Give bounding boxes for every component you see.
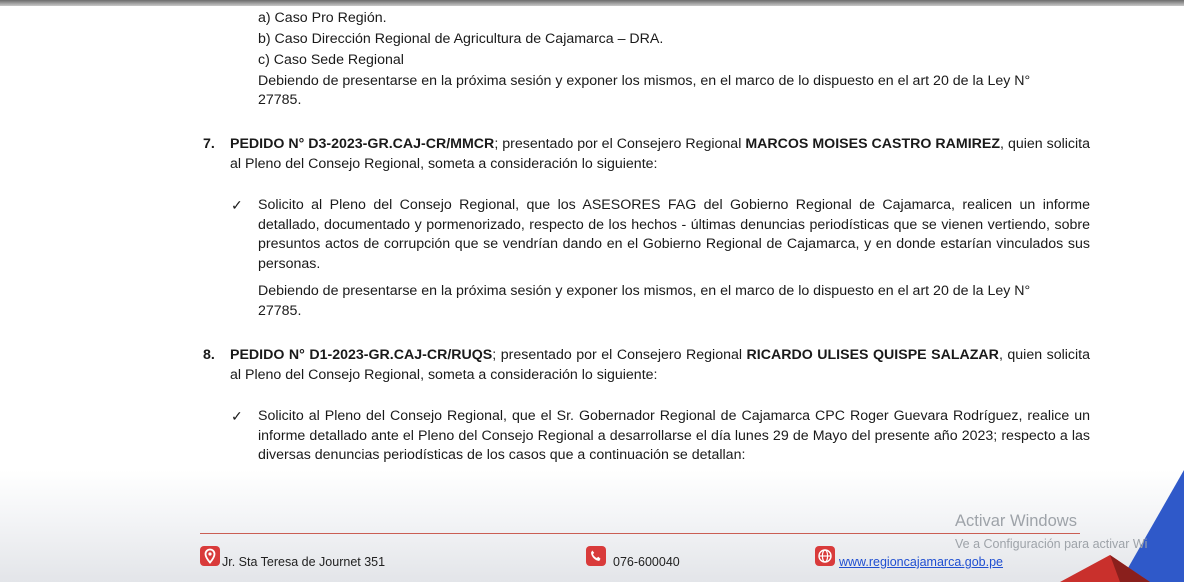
intro-closing-line1: Debiendo de presentarse en la próxima sesión y exponer los mismos, en el marco de lo dispuesto en el art 20 de la Ley N° xyxy=(258,73,1031,89)
request-heading-mid: ; presentado por el Consejero Regional xyxy=(494,136,746,152)
intro-item-a: a) Caso Pro Región. xyxy=(258,10,387,26)
request-heading-tail: , quien solicita al Pleno del Consejo Regional, someta a consideración lo siguiente: xyxy=(230,347,1090,383)
intro-closing-line2: 27785. xyxy=(258,92,302,108)
globe-icon xyxy=(815,546,835,566)
footer-website-link[interactable]: www.regioncajamarca.gob.pe xyxy=(839,555,1003,569)
top-edge-shadow xyxy=(0,0,1184,6)
request-code: PEDIDO N° D3-2023-GR.CAJ-CR/MMCR xyxy=(230,136,495,152)
request-heading xyxy=(230,135,1090,174)
location-pin-icon xyxy=(200,546,220,566)
request-closing-line2: 27785. xyxy=(258,303,302,319)
councillor-name: MARCOS MOISES CASTRO RAMIREZ xyxy=(745,136,1001,152)
footer-address: Jr. Sta Teresa de Journet 351 xyxy=(222,555,386,569)
footer-phone: 076-600040 xyxy=(613,555,680,569)
checkmark-icon: ✓ xyxy=(231,408,243,424)
request-number: 7. xyxy=(203,136,215,152)
request-number: 8. xyxy=(203,347,215,363)
intro-item-b: b) Caso Dirección Regional de Agricultura de Cajamarca – DRA. xyxy=(258,31,664,47)
request-heading xyxy=(230,346,1090,385)
footer-divider xyxy=(200,533,1080,534)
request-bullet: Solicito al Pleno del Consejo Regional, que los ASESORES FAG del Gobierno Regional de Cajamarca, realicen un informe detallado, documentado y pormenorizado, respecto de los hechos - últimas denuncias periodísticas que se vienen vertiendo, sobre presuntos actos de corrupción que se vendrían dando en el Gobierno Regional de Cajamarca, y en donde estarían vinculados sus personas. xyxy=(258,197,1090,272)
request-closing-line1: Debiendo de presentarse en la próxima sesión y exponer los mismos, en el marco de lo dispuesto en el art 20 de la Ley N° xyxy=(258,283,1031,299)
intro-item-c: c) Caso Sede Regional xyxy=(258,52,404,68)
councillor-name: RICARDO ULISES QUISPE SALAZAR xyxy=(746,347,999,363)
request-heading-tail: , quien solicita al Pleno del Consejo Regional, someta a consideración lo siguiente: xyxy=(230,136,1091,172)
phone-icon xyxy=(586,546,606,566)
request-heading-mid: ; presentado por el Consejero Regional xyxy=(492,347,747,363)
activation-watermark-subtitle: Ve a Configuración para activar Wi xyxy=(955,537,1148,551)
activation-watermark-title: Activar Windows xyxy=(955,512,1077,530)
request-code: PEDIDO N° D1-2023-GR.CAJ-CR/RUQS xyxy=(230,347,493,363)
request-bullet: Solicito al Pleno del Consejo Regional, que el Sr. Gobernador Regional de Cajamarca CPC Roger Guevara Rodríguez, realice un informe detallado ante el Pleno del Consejo Regional a desarrollarse el día lunes 29 de Mayo del presente año 2023; respecto a las diversas denuncias periodísticas de los casos que a continuación se detallan: xyxy=(258,408,1090,463)
checkmark-icon: ✓ xyxy=(231,197,243,213)
